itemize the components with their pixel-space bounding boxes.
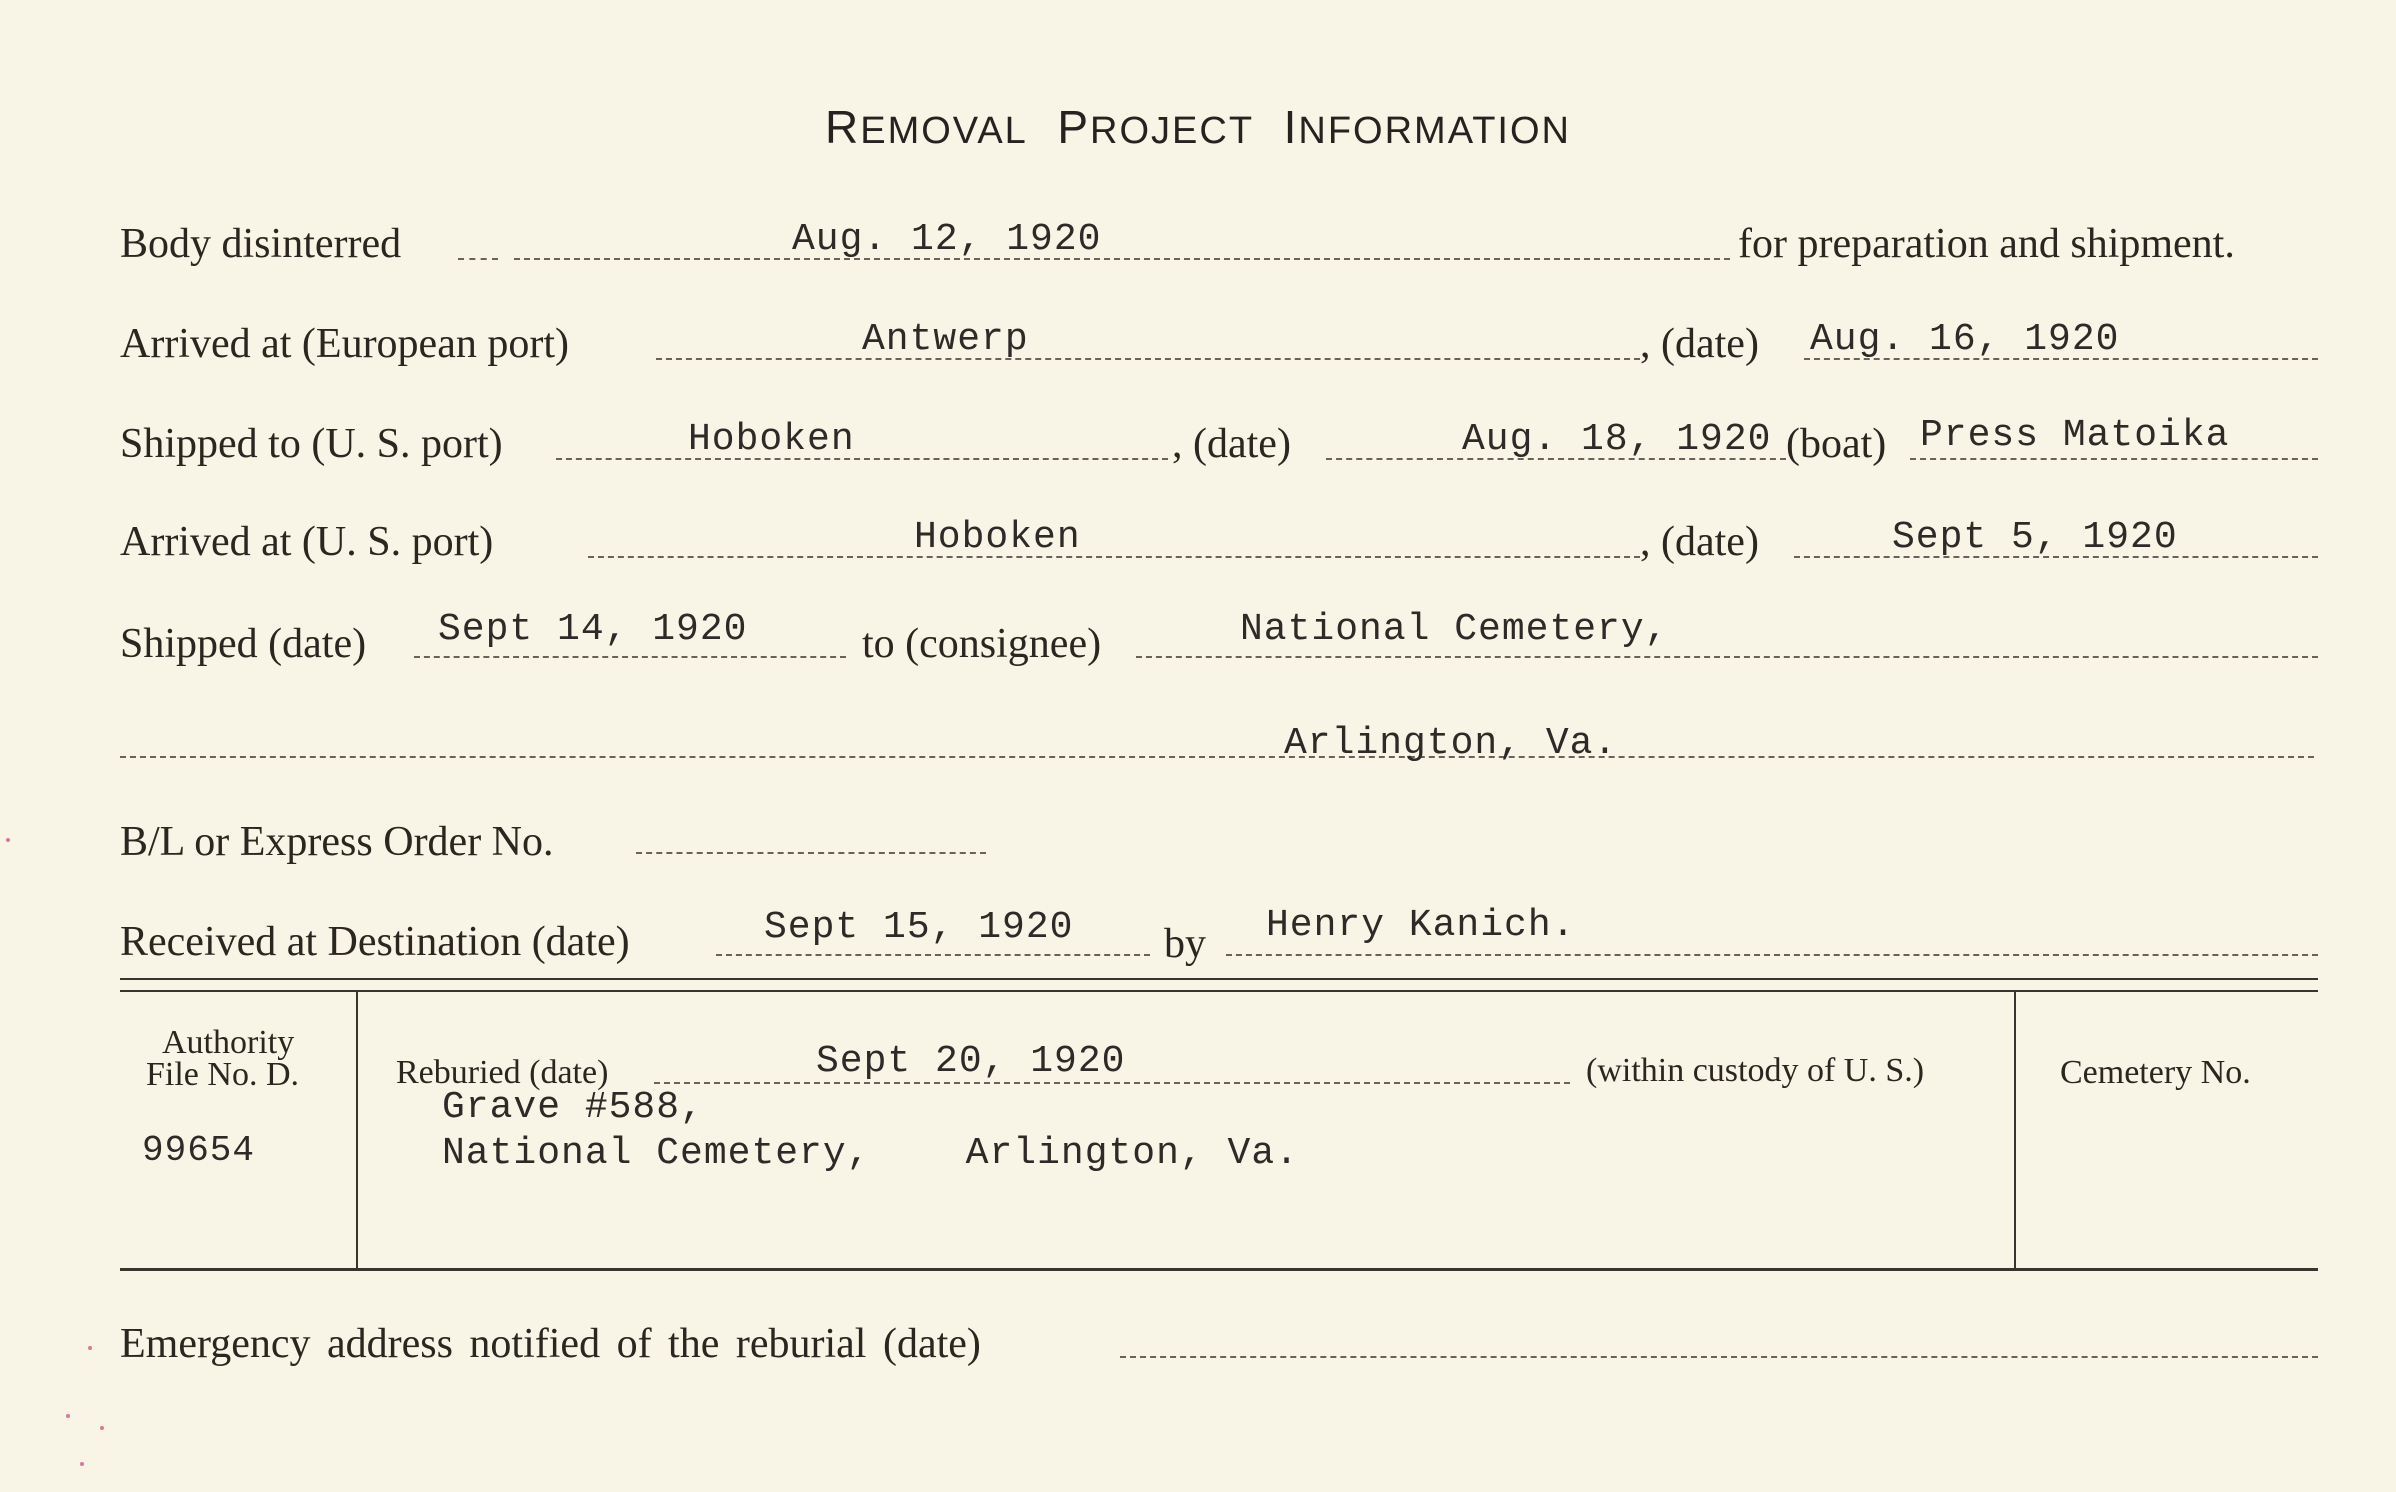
ink-speck (88, 1346, 92, 1350)
custody-label: (within custody of U. S.) (1586, 1052, 1925, 1089)
received-by: Henry Kanich. (1266, 904, 1576, 947)
by-label: by (1164, 921, 1206, 967)
dotted-line (1910, 458, 2318, 460)
grave-location: National Cemetery, Arlington, Va. (442, 1132, 1299, 1175)
dotted-line (656, 358, 1640, 360)
ink-speck (100, 1426, 104, 1430)
box-top-rule (120, 978, 2318, 980)
consignee-address: Arlington, Va. (1284, 722, 1618, 765)
consignee: National Cemetery, (1240, 608, 1669, 651)
box-bottom-rule (120, 1268, 2318, 1271)
emergency-address-label: Emergency address notified of the reburial (date) (120, 1321, 981, 1367)
dotted-line (1136, 656, 2318, 658)
shipped-date: Sept 14, 1920 (438, 608, 748, 651)
authority-label: Authority (162, 1024, 295, 1061)
shipped-to-us-label: Shipped to (U. S. port) (120, 421, 503, 467)
arrived-us-port: Hoboken (914, 516, 1081, 559)
box-top-rule-2 (120, 990, 2318, 992)
grave-number: Grave #588, (442, 1086, 704, 1129)
european-date-label: , (date) (1640, 321, 1759, 367)
dotted-line (716, 954, 1150, 956)
title-word-2: ROJECT (1090, 110, 1255, 152)
title-cap-3: I (1283, 101, 1299, 153)
preparation-label: for preparation and shipment. (1738, 221, 2235, 267)
reburied-date: Sept 20, 1920 (816, 1040, 1126, 1083)
title-word-3: NFORMATION (1298, 110, 1571, 152)
european-port-value: Antwerp (862, 318, 1029, 361)
box-divider-right (2014, 992, 2016, 1268)
cemetery-no-label: Cemetery No. (2060, 1054, 2251, 1091)
body-disinterred-label: Body disinterred (120, 221, 402, 267)
boat-label: (boat) (1786, 421, 1887, 467)
card-title (0, 100, 2396, 154)
shipped-date-label: , (date) (1172, 421, 1291, 467)
dotted-line (514, 258, 1730, 260)
dotted-line (458, 258, 498, 260)
title-cap-1: R (825, 101, 861, 153)
arrived-date-label: , (date) (1640, 519, 1759, 565)
consignee-label: to (consignee) (862, 621, 1102, 667)
dotted-line (414, 656, 846, 658)
file-number: 99654 (142, 1130, 256, 1171)
express-order-label: B/L or Express Order No. (120, 819, 554, 865)
shipped-date-label: Shipped (date) (120, 621, 367, 667)
file-no-label: File No. D. (146, 1056, 299, 1093)
dotted-line (636, 852, 986, 854)
reburied-label: Reburied (date) (396, 1054, 609, 1091)
european-arrival-date: Aug. 16, 1920 (1810, 318, 2120, 361)
dotted-line (120, 756, 2314, 758)
boat-name: Press Matoika (1920, 414, 2230, 457)
received-date: Sept 15, 1920 (764, 906, 1074, 949)
received-destination-label: Received at Destination (date) (120, 919, 630, 965)
dotted-line (556, 458, 1168, 460)
ink-speck (6, 838, 10, 842)
ink-speck (80, 1462, 84, 1466)
box-divider-left (356, 992, 358, 1268)
disinterred-date: Aug. 12, 1920 (792, 218, 1102, 261)
arrived-us-port-label: Arrived at (U. S. port) (120, 519, 494, 565)
dotted-line (1120, 1356, 2318, 1358)
title-word-1: EMOVAL (860, 110, 1028, 152)
title-cap-2: P (1057, 101, 1091, 153)
dotted-line (1226, 954, 2318, 956)
arrived-us-date: Sept 5, 1920 (1892, 516, 2178, 559)
shipped-to-port: Hoboken (688, 418, 855, 461)
shipped-to-date: Aug. 18, 1920 (1462, 418, 1772, 461)
european-port-label: Arrived at (European port) (120, 321, 569, 367)
ink-speck (66, 1414, 70, 1418)
dotted-line (588, 556, 1640, 558)
